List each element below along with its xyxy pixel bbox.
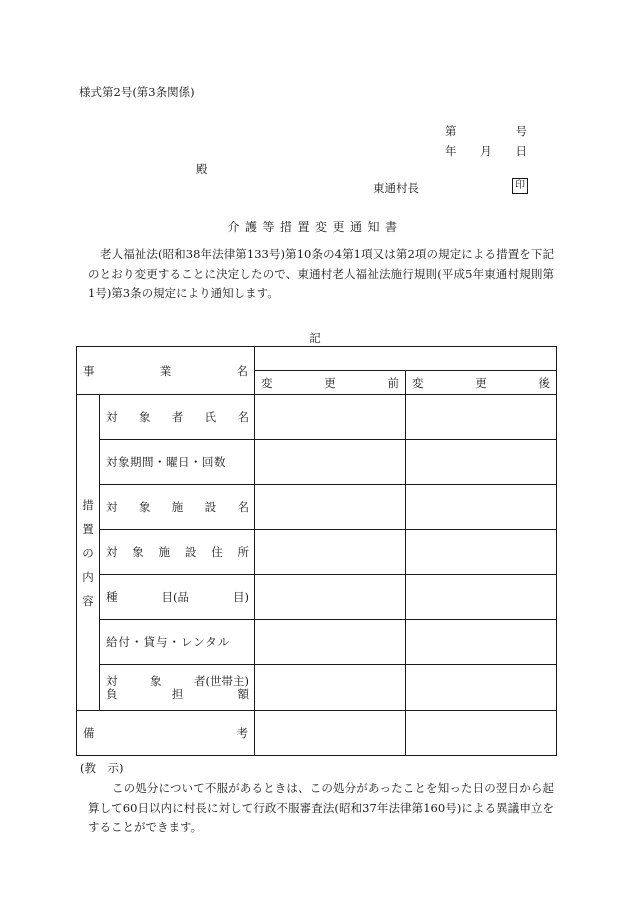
cell-after — [406, 530, 557, 575]
document-number — [445, 123, 527, 139]
before-header: 変 更 前 — [255, 371, 406, 395]
cell-before — [255, 395, 406, 440]
cell-before — [255, 485, 406, 530]
issuer: 東通村長 — [373, 181, 419, 195]
date-day: 日 — [515, 144, 527, 158]
notes-title: (教 示) — [80, 761, 124, 775]
cell-after — [406, 485, 557, 530]
number-prefix: 第 — [445, 124, 457, 138]
addressee-honorific: 殿 — [196, 162, 208, 176]
row-label-facility-address: 対 象 施 設 住 所 — [100, 530, 255, 575]
cell-before — [255, 620, 406, 665]
cell-after — [406, 440, 557, 485]
cell-after — [406, 395, 557, 440]
cell-before — [255, 575, 406, 620]
remarks-before — [255, 711, 406, 756]
ki-marker: 記 — [309, 331, 321, 345]
form-code: 様式第2号(第3条関係) — [79, 85, 195, 99]
cell-after — [406, 665, 557, 711]
number-suffix: 号 — [515, 124, 527, 138]
body-text: 老人福祉法(昭和38年法律第133号)第10条の4第1項又は第2項の規定による措置を下記のとおり変更することに決定したので、東通村老人福祉法施行規則(平成5年東通村規則第1号)第3条の規定により通知します。 — [88, 247, 554, 300]
business-name-label: 事 業 名 — [77, 347, 255, 395]
row-label-target-name: 対 象 者 氏 名 — [100, 395, 255, 440]
section-label: 措 置 の 内 容 — [77, 395, 100, 711]
cell-after — [406, 620, 557, 665]
row-label-burden: 対 象 者(世帯主) 負 担 額 — [100, 665, 255, 711]
seal-mark: 印 — [512, 178, 528, 194]
document-title: 介護等措置変更通知書 — [227, 220, 403, 234]
cell-before — [255, 665, 406, 711]
date-month: 月 — [480, 144, 492, 158]
notes-text: この処分について不服があるときは、この処分があったことを知った日の翌日から起算して60日以内に村長に対して行政不服審査法(昭和37年法律第160号)による異議申立をすることができます。 — [88, 781, 554, 834]
row-label-facility-name: 対 象 施 設 名 — [100, 485, 255, 530]
after-header: 変 更 後 — [406, 371, 557, 395]
row-label-provision: 給付・貸与・レンタル — [100, 620, 255, 665]
remarks-after — [406, 711, 557, 756]
cell-before — [255, 440, 406, 485]
date-year: 年 — [445, 144, 457, 158]
row-label-period: 対象期間・曜日・回数 — [100, 440, 255, 485]
document-date — [445, 143, 527, 159]
remarks-label: 備 考 — [77, 711, 255, 756]
cell-after — [406, 575, 557, 620]
business-name-value — [255, 347, 557, 371]
row-label-item-type: 種 目(品 目) — [100, 575, 255, 620]
cell-before — [255, 530, 406, 575]
change-table — [76, 346, 557, 756]
